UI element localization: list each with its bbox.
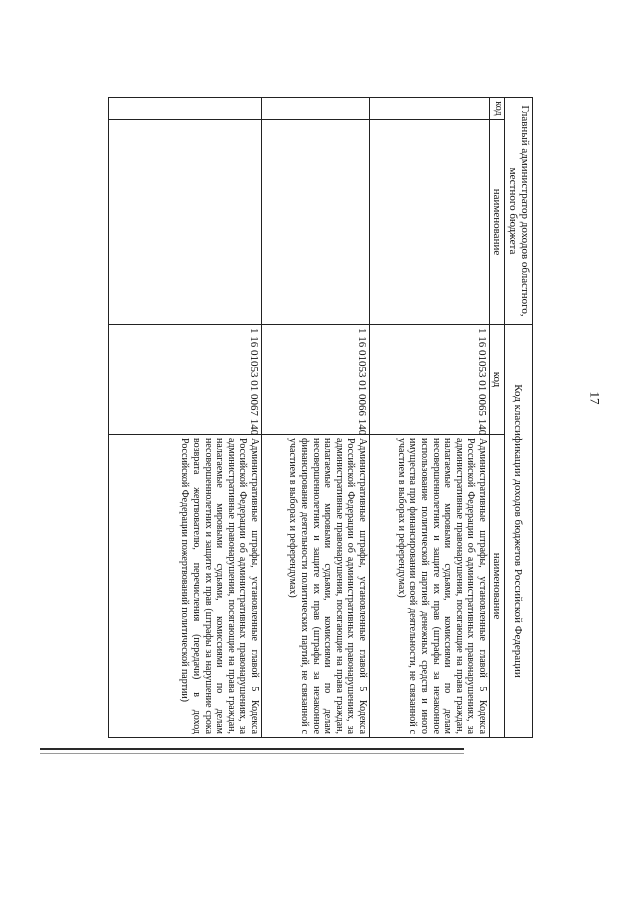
class-code-cell: 1 16 01053 01 0066 140: [262, 325, 370, 435]
table-row: [109, 98, 262, 738]
class-code-cell: 1 16 01053 01 0067 140: [109, 325, 262, 435]
table-row: [370, 98, 490, 738]
header-class-code: код: [490, 325, 505, 435]
table: [108, 97, 533, 738]
admin-code-cell: [262, 98, 370, 120]
divider-line: [40, 748, 464, 750]
admin-name-cell: [262, 120, 370, 325]
admin-name-cell: [370, 120, 490, 325]
header-admin-code: код: [490, 98, 505, 120]
header-classification-group: Код классификации доходов бюджетов Российской Федерации: [505, 325, 533, 738]
divider-line-shadow: [40, 753, 464, 754]
header-row-group: [505, 98, 533, 738]
header-row-sub: [490, 98, 505, 738]
header-admin-name: наименование: [490, 120, 505, 325]
admin-code-cell: [370, 98, 490, 120]
admin-code-cell: [109, 98, 262, 120]
class-name-cell: Административные штрафы, установленные главой 5 Кодекса Российской Федерации об административных правонарушениях, за административные правонарушения, посягающие на права граждан, налагаемые мировыми судьями, комиссиями по делам несовершеннолетних и защите их прав (штрафы за нарушение срока возврата жертвователю, перечисления (передачи) в доход Российской Федерации пожертвований политической партии): [109, 435, 262, 738]
budget-classification-table: [108, 97, 533, 737]
class-name-cell: Административные штрафы, установленные главой 5 Кодекса Российской Федерации об административных правонарушениях, за административные правонарушения, посягающие на права граждан, налагаемые мировыми судьями, комиссиями по делам несовершеннолетних и защите их прав (штрафы за незаконное использование политической партией денежных средств и иного имущества при финансировании своей деятельности, не связанной с участием в выборах и референдумах): [370, 435, 490, 738]
page-number: 17: [587, 391, 603, 405]
header-class-name: наименование: [490, 435, 505, 738]
header-admin-group: Главный администратор доходов областного, местного бюджета: [505, 98, 533, 325]
admin-name-cell: [109, 120, 262, 325]
class-code-cell: 1 16 01053 01 0065 140: [370, 325, 490, 435]
table-row: [262, 98, 370, 738]
class-name-cell: Административные штрафы, установленные главой 5 Кодекса Российской Федерации об административных правонарушениях, за административные правонарушения, посягающие на права граждан, налагаемые мировыми судьями, комиссиями по делам несовершеннолетних и защите их прав (штрафы за незаконное финансирование деятельности политических партий, не связанной с участием в выборах и референдумах): [262, 435, 370, 738]
